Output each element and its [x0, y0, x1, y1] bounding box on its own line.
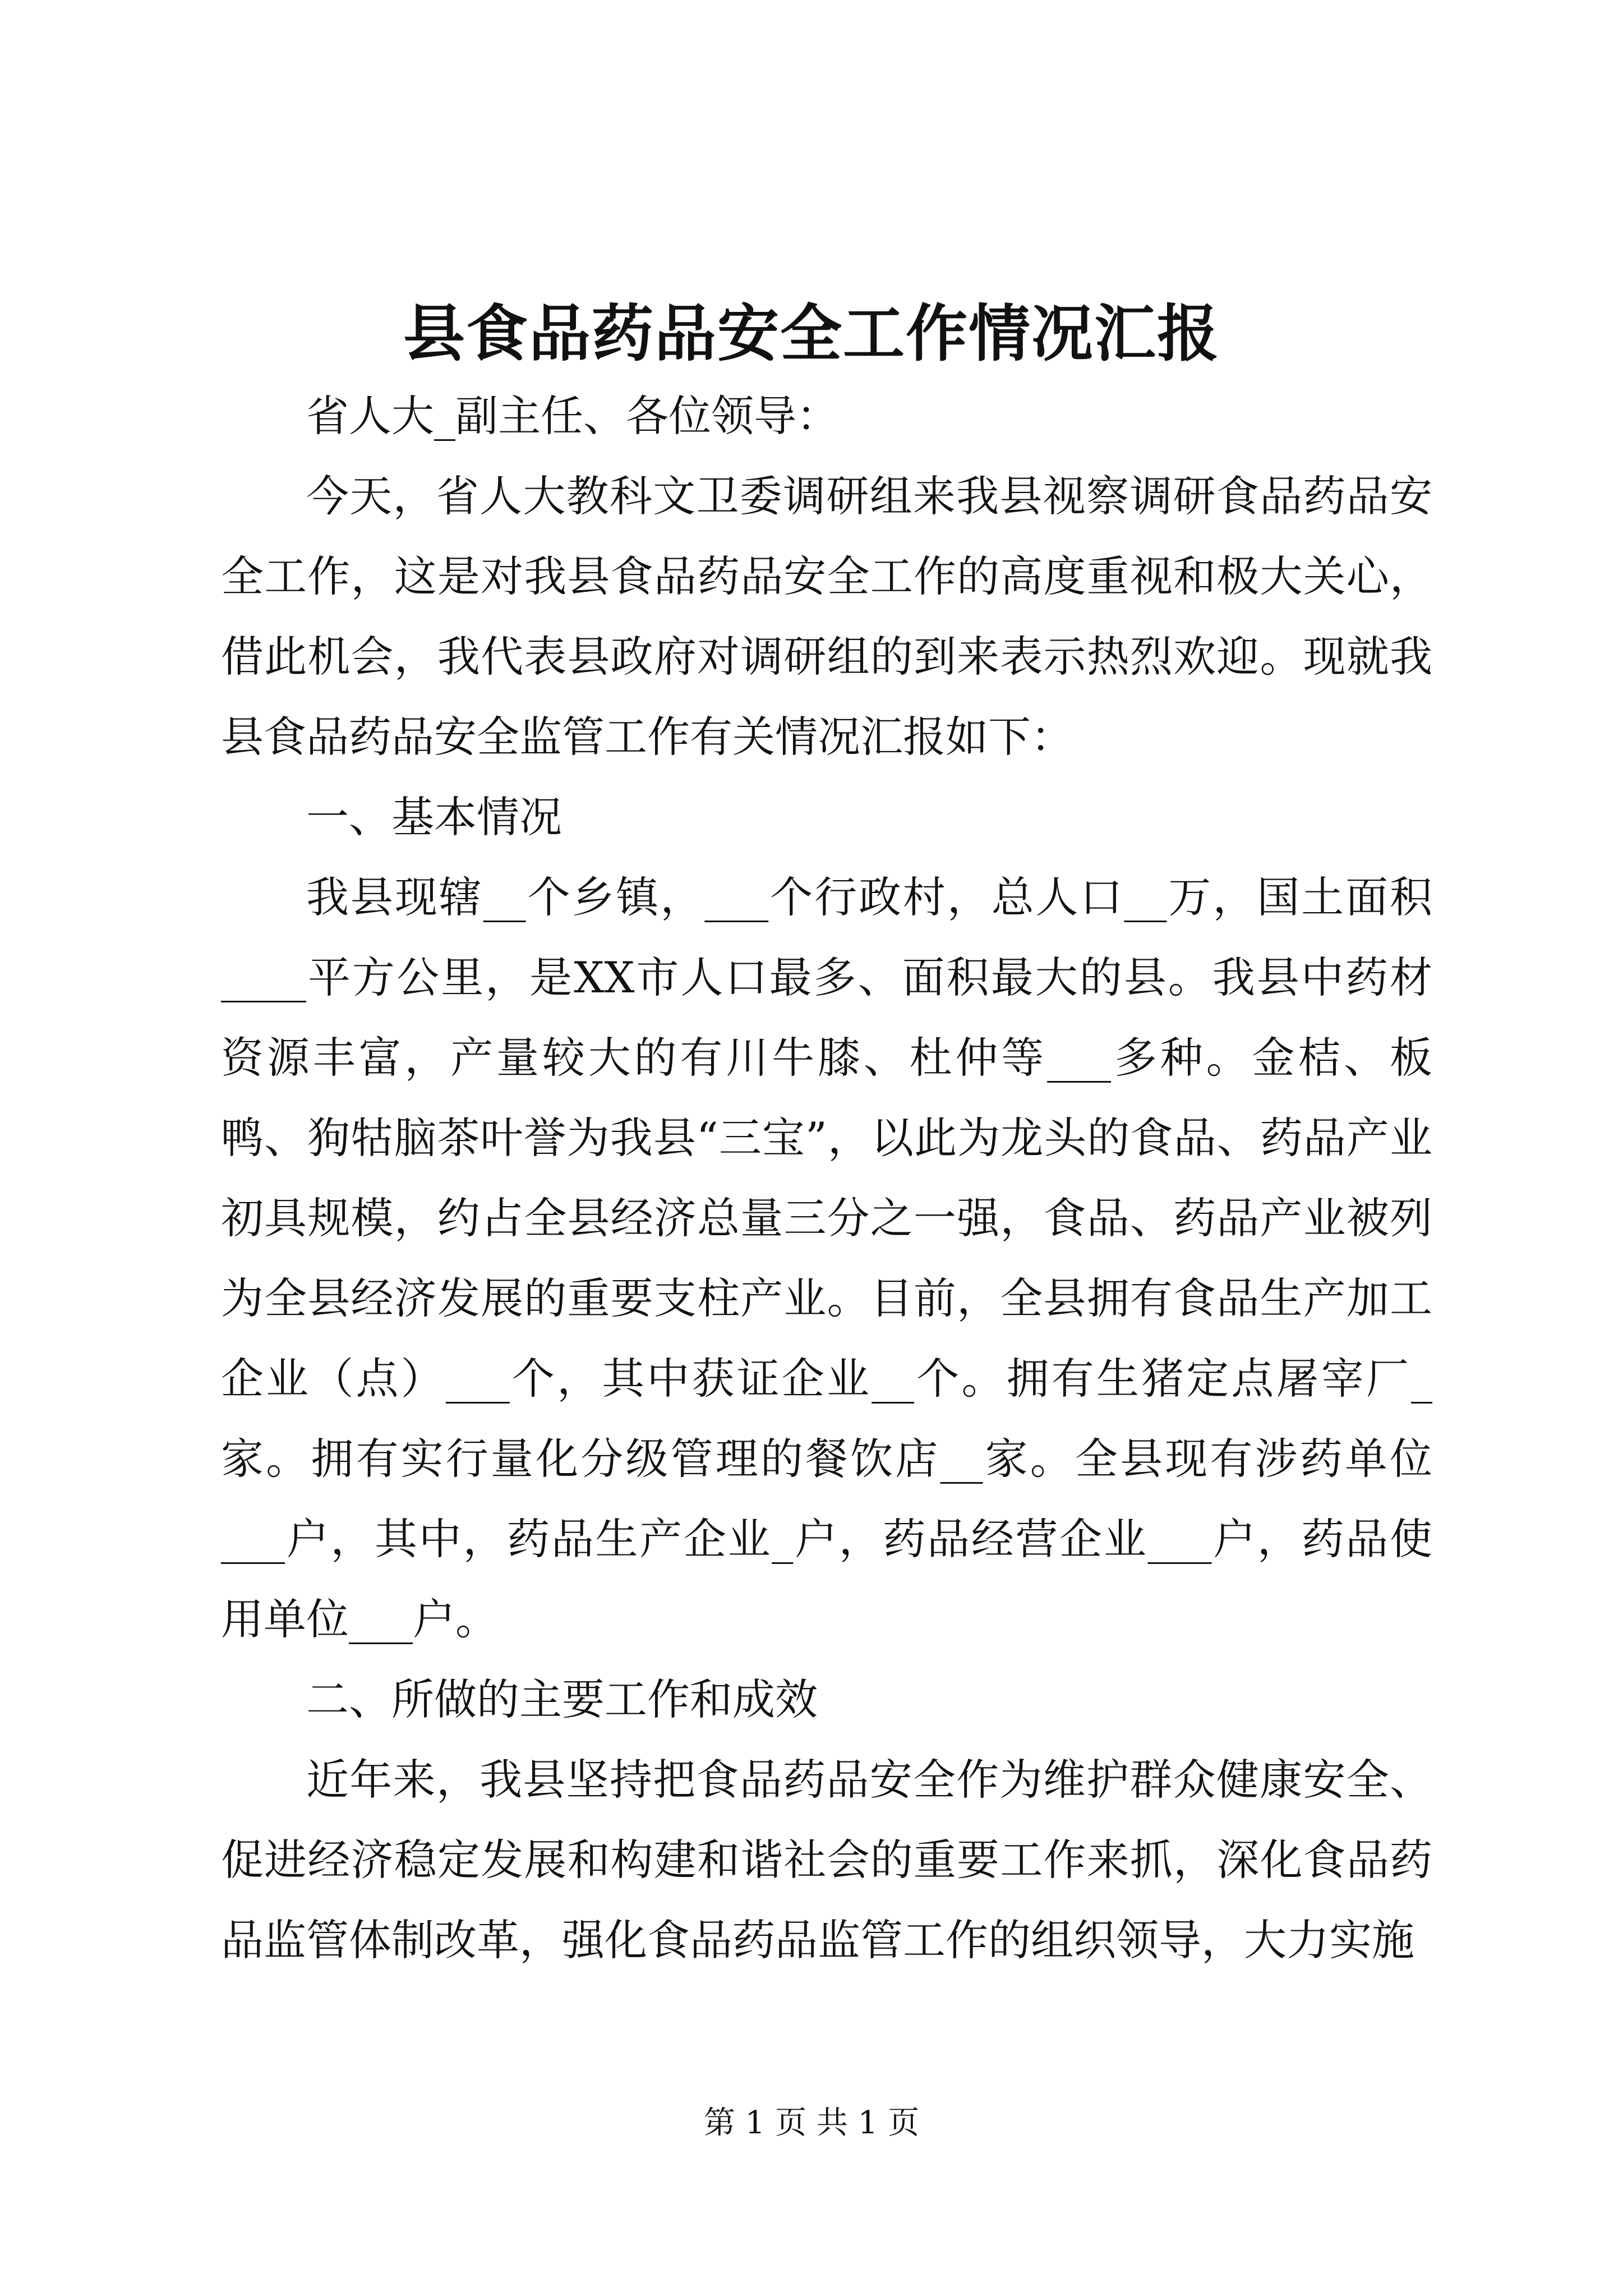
work-paragraph: 近年来，我县坚持把食品药品安全作为维护群众健康安全、促进经济稳定发展和构建和谐社会的重要工作来抓，深化食品药品监管体制改革，强化食品药品监管工作的组织领导，大力实施	[221, 1755, 1432, 1965]
intro-paragraph: 今天，省人大教科文卫委调研组来我县视察调研食品药品安全工作，这是对我县食品药品安全工作的高度重视和极大关心，借此机会，我代表县政府对调研组的到来表示热烈欢迎。现就我县食品药品安全监管工作有关情况汇报如下：	[221, 471, 1432, 762]
section-heading-work: 二、所做的主要工作和成效	[306, 1674, 818, 1724]
page-footer: 第 1 页 共 1 页	[703, 2105, 920, 2141]
salutation-paragraph: 省人大_副主任、各位领导：	[306, 391, 839, 441]
basic-info-paragraph: 我县现辖__个乡镇，___个行政村，总人口__万，国土面积____平方公里，是XX市人口最多、面积最大的县。我县中药材资源丰富，产量较大的有川牛膝、杜仲等___多种。金桔、板鸭、狗牯脑茶叶誉为我县“三宝”，以此为龙头的食品、药品产业初具规模，约占全县经济总量三分之一强，食品、药品产业被列为全县经济发展的重要支柱产业。目前，全县拥有食品生产加工企业（点）___个，其中获证企业__个。拥有生猪定点屠宰厂_家。拥有实行量化分级管理的餐饮店__家。全县现有涉药单位___户，其中，药品生产企业_户，药品经营企业___户，药品使用单位___户。	[221, 872, 1432, 1644]
document-body	[221, 376, 1432, 1980]
section-heading-basic: 一、基本情况	[306, 792, 562, 842]
document-title: 县食品药品安全工作情况汇报	[403, 297, 1220, 370]
